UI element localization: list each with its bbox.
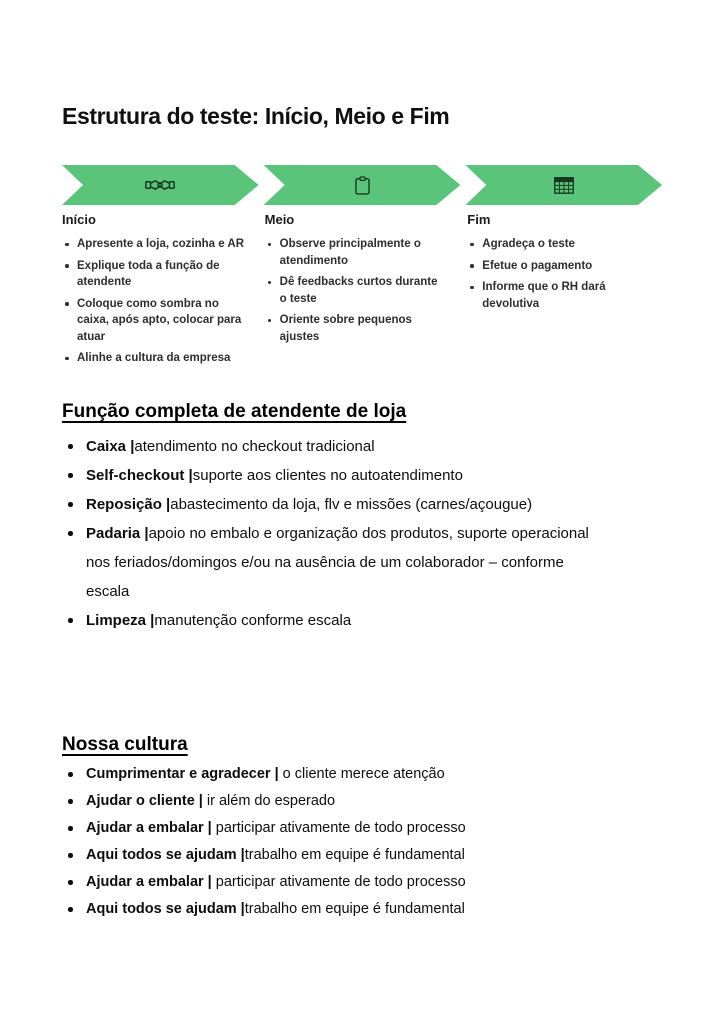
list-item	[62, 490, 610, 519]
list-item	[62, 842, 622, 869]
list-item	[62, 606, 610, 635]
section-nossa-cultura	[62, 734, 622, 923]
list-item: Informe que o RH dará devolutiva	[467, 279, 650, 312]
item-text: suporte aos clientes no autoatendimento	[192, 467, 463, 484]
list-item: Dê feedbacks curtos durante o teste	[265, 274, 448, 307]
list-item: Observe principalmente o atendimento	[265, 236, 448, 269]
clipboard-icon	[355, 176, 370, 195]
column-meio	[265, 212, 468, 372]
item-label: Ajudar o cliente |	[86, 793, 203, 809]
section-title: Nossa cultura	[62, 734, 188, 755]
list-item	[62, 869, 622, 896]
item-text: o cliente merece atenção	[278, 766, 445, 782]
item-label: Ajudar a embalar |	[86, 874, 212, 890]
item-text: trabalho em equipe é fundamental	[244, 847, 465, 863]
column-list	[467, 236, 650, 312]
item-label: Padaria |	[86, 525, 149, 542]
list-item: Efetue o pagamento	[467, 258, 650, 275]
column-list	[265, 236, 448, 345]
list-item: Explique toda a função de atendente	[62, 258, 245, 291]
process-chevron-meio	[264, 165, 461, 205]
column-fim	[467, 212, 670, 372]
item-text: participar ativamente de todo processo	[211, 820, 466, 836]
column-header: Meio	[264, 212, 295, 227]
handshake-icon	[145, 177, 175, 193]
item-label: Cumprimentar e agradecer |	[86, 766, 279, 782]
list-item	[62, 788, 622, 815]
item-text: participar ativamente de todo processo	[211, 874, 466, 890]
list-item: Alinhe a cultura da empresa	[62, 350, 245, 367]
item-text: ir além do esperado	[202, 793, 336, 809]
list-item	[62, 519, 610, 606]
section-list	[62, 761, 622, 923]
page-title: Estrutura do teste: Início, Meio e Fim	[62, 103, 450, 129]
list-item	[62, 896, 622, 923]
list-item	[62, 461, 610, 490]
item-label: Reposição |	[86, 496, 171, 513]
list-item	[62, 815, 622, 842]
process-chevron-inicio	[62, 165, 259, 205]
list-item	[62, 761, 622, 788]
calculator-icon	[554, 177, 574, 194]
item-text: abastecimento da loja, flv e missões (carnes/açougue)	[170, 496, 533, 513]
list-item: Oriente sobre pequenos ajustes	[265, 312, 448, 345]
list-item: Agradeça o teste	[467, 236, 650, 253]
list-item: Apresente a loja, cozinha e AR	[62, 236, 245, 253]
column-header: Fim	[467, 212, 491, 227]
section-funcao-completa	[62, 401, 610, 635]
item-text: trabalho em equipe é fundamental	[244, 901, 465, 917]
item-text: apoio no embalo e organização dos produtos, suporte operacional nos feriados/domingos e/ou na ausência de um colaborador – conforme escala	[86, 525, 589, 600]
list-item: Coloque como sombra no caixa, após apto, colocar para atuar	[62, 296, 245, 346]
section-list	[62, 432, 610, 635]
column-list	[62, 236, 245, 367]
item-text: atendimento no checkout tradicional	[134, 438, 375, 455]
item-label: Aqui todos se ajudam |	[86, 901, 245, 917]
item-label: Ajudar a embalar |	[86, 820, 212, 836]
list-item	[62, 432, 610, 461]
item-label: Aqui todos se ajudam |	[86, 847, 245, 863]
item-label: Caixa |	[86, 438, 135, 455]
process-strip	[62, 165, 662, 205]
item-label: Limpeza |	[86, 612, 155, 629]
item-label: Self-checkout |	[86, 467, 193, 484]
column-inicio	[62, 212, 265, 372]
column-header: Início	[62, 212, 96, 227]
item-text: manutenção conforme escala	[154, 612, 352, 629]
process-chevron-fim	[465, 165, 662, 205]
process-columns	[62, 212, 670, 372]
section-title: Função completa de atendente de loja	[62, 401, 407, 422]
